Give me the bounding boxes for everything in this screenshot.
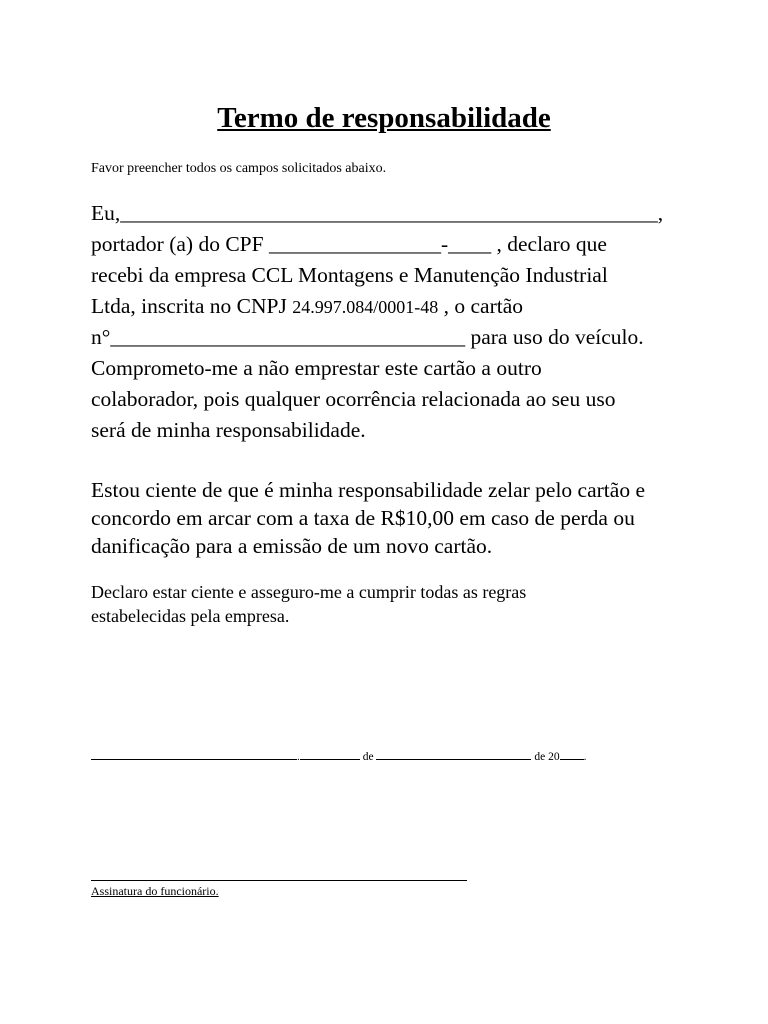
signature-line (91, 880, 467, 881)
month-blank (376, 748, 531, 760)
date-separator: . (297, 751, 300, 763)
declaration-paragraph (91, 198, 691, 446)
day-blank (300, 748, 360, 760)
name-line: Eu,__________________________________________________, (91, 201, 664, 225)
date-end: . (583, 751, 587, 763)
city-blank (91, 748, 297, 760)
cpf-line: portador (a) do CPF ________________-____ , declaro que (91, 232, 607, 256)
card-number-line: n°_________________________________ para uso do veículo. (91, 325, 644, 349)
fee-line-2: concordo em arcar com a taxa de R$10,00 em caso de perda ou (91, 506, 635, 530)
cnpj-number: 24.997.084/0001-48 (292, 297, 439, 317)
rules-line-2: estabelecidas pela empresa. (91, 606, 290, 626)
commitment-line-2: colaborador, pois qualquer ocorrência relacionada ao seu uso (91, 387, 616, 411)
document-title: Termo de responsabilidade (217, 102, 551, 134)
signature-label: Assinatura do funcionário. (91, 884, 219, 898)
fill-instruction: Favor preencher todos os campos solicitados abaixo. (91, 161, 387, 176)
cnpj-line (91, 291, 691, 322)
rules-paragraph (91, 580, 691, 628)
company-line: recebi da empresa CCL Montagens e Manutenção Industrial (91, 263, 608, 287)
year-blank (560, 748, 584, 760)
fee-paragraph (91, 476, 691, 560)
card-text: , o cartão (438, 294, 524, 318)
cnpj-line-text: Ltda, inscrita no CNPJ (91, 294, 293, 318)
date-place-line (91, 748, 586, 765)
fee-line-1: Estou ciente de que é minha responsabilidade zelar pelo cartão e (91, 478, 645, 502)
commitment-line-1: Comprometo-me a não emprestar este cartão a outro (91, 356, 542, 380)
rules-line-1: Declaro estar ciente e asseguro-me a cumprir todas as regras (91, 582, 527, 602)
date-de-2: de 20 (531, 751, 560, 763)
fee-line-3: danificação para a emissão de um novo cartão. (91, 534, 493, 558)
date-de-1: de (359, 751, 377, 763)
commitment-line-3: será de minha responsabilidade. (91, 418, 366, 442)
